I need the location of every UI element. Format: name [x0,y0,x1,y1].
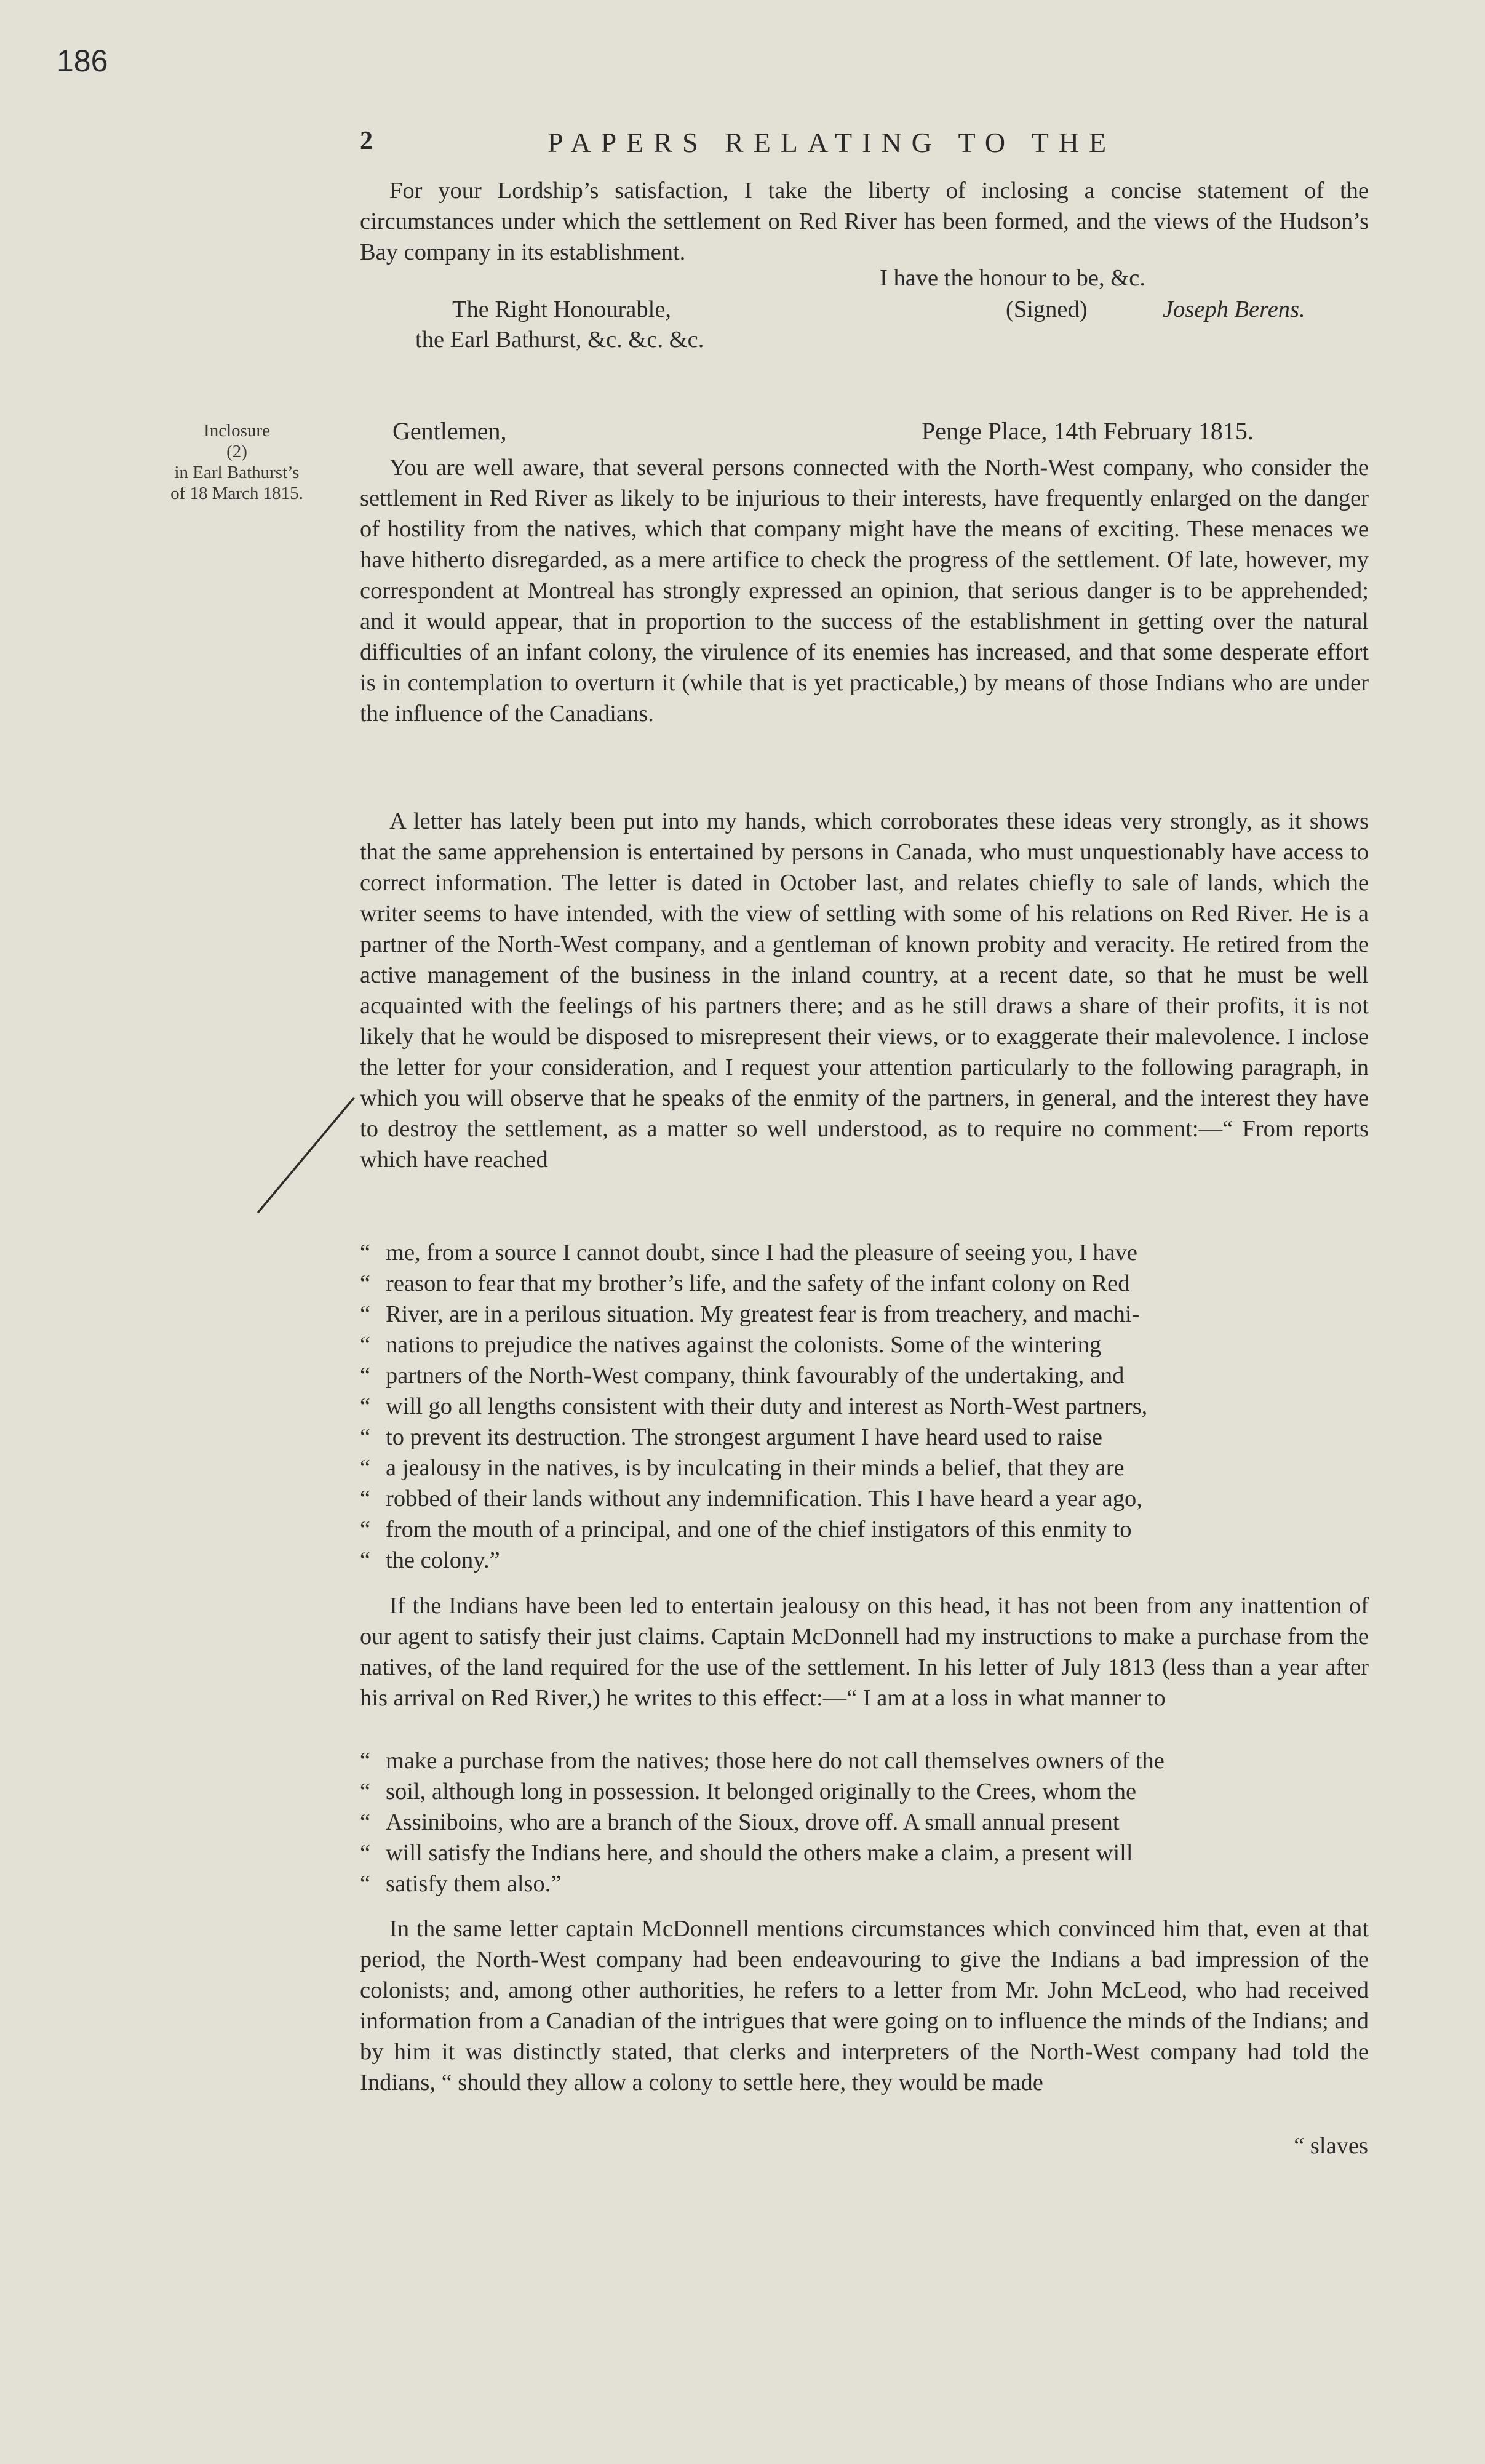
quote-text: from the mouth of a principal, and one of the chief instigators of this enmity to [386,1517,1132,1542]
quote-line [360,1237,1369,1268]
quote-mark: “ [360,1301,371,1327]
quote-text: River, are in a perilous situation. My greatest fear is from treachery, and machi- [386,1301,1140,1327]
quote-text: the colony.” [386,1547,500,1573]
margin-note [117,420,357,504]
signer-name: Joseph Berens. [1163,297,1305,322]
salutation: Gentlemen, [392,417,507,445]
quote-text: make a purchase from the natives; those here do not call themselves owners of the [386,1748,1165,1774]
quote-block-2 [360,1745,1369,1899]
quote-text: a jealousy in the natives, is by inculcating in their minds a belief, that they are [386,1455,1125,1481]
paragraph-3: If the Indians have been led to entertain jealousy on this head, it has not been from any inattention of our agent to satisfy their just claims. Captain McDonnell had my instructions to make a purchase from the natives, of the land required for the use of the settlement. In his letter of July 1813 (less than a year after his arrival on Red River,) he writes to this effect:—“ I am at a loss in what manner to [360,1593,1369,1711]
quote-text: to prevent its destruction. The strongest argument I have heard used to raise [386,1424,1103,1450]
folio: 2 [360,127,373,155]
quote-text: reason to fear that my brother’s life, and the safety of the infant colony on Red [386,1270,1130,1296]
quote-line [360,1776,1369,1807]
quote-line [360,1514,1369,1545]
quote-line [360,1745,1369,1776]
quote-mark: “ [360,1270,371,1296]
running-head: PAPERS RELATING TO THE [547,127,1117,158]
quote-mark: “ [360,1517,371,1542]
addressee-line-1: The Right Honourable, [452,297,672,322]
paragraph-2: A letter has lately been put into my hands, which corroborates these ideas very strongly, as it shows that the same apprehension is entertained by persons in Canada, who must unquestionably have access to correct information. The letter is dated in October last, and relates chiefly to sale of lands, which the writer seems to have intended, with the view of settling with some of his relations on Red River. He is a partner of the North-West company, and a gentleman of known probity and veracity. He retired from the active management of the business in the inland country, at a recent date, so that he must be well acquainted with the feelings of his partners there; and as he still draws a share of their profits, it is not likely that he would be disposed to misrepresent their views, or to exaggerate their malevolence. I inclose the letter for your consideration, and I request your attention particularly to the following paragraph, in which you will observe that he speaks of the enmity of the partners, in general, and the interest they have to destroy the settlement, as a matter so well understood, as to require no comment:—“ From reports which have reached [360,808,1369,1173]
quote-mark: “ [360,1871,371,1897]
quote-line [360,1545,1369,1576]
quote-mark: “ [360,1840,371,1866]
quote-mark: “ [360,1363,371,1389]
running-header [360,126,1338,163]
margin-note-line: of 18 March 1815. [170,484,303,503]
quote-text: will satisfy the Indians here, and should the others make a claim, a present will [386,1840,1133,1866]
quote-mark: “ [360,1748,371,1774]
quote-text: soil, although long in possession. It belonged originally to the Crees, whom the [386,1779,1137,1804]
quote-line [360,1360,1369,1391]
quote-mark: “ [360,1809,371,1835]
addressee-line-2: the Earl Bathurst, &c. &c. &c. [415,327,704,353]
letter-one-body: For your Lordship’s satisfaction, I take the liberty of inclosing a concise statement of the circumstances under which the settlement on Red River has been formed, and the views of the Hudson’s Bay company in its establishment. [360,178,1369,265]
quote-text: nations to prejudice the natives against the colonists. Some of the wintering [386,1332,1102,1358]
margin-pen-stroke [249,1095,360,1218]
quote-line [360,1299,1369,1330]
signed-label: (Signed) [1006,297,1088,322]
quote-text: will go all lengths consistent with their duty and interest as North-West partners, [386,1393,1148,1419]
quote-line [360,1391,1369,1422]
quote-text: satisfy them also.” [386,1871,562,1897]
quote-mark: “ [360,1547,371,1573]
place-date: Penge Place, 14th February 1815. [922,417,1254,445]
quote-block-1 [360,1237,1369,1576]
quote-text: Assiniboins, who are a branch of the Sioux, drove off. A small annual present [386,1809,1120,1835]
quote-line [360,1453,1369,1483]
quote-line [360,1807,1369,1838]
quote-mark: “ [360,1455,371,1481]
quote-text: robbed of their lands without any indemnification. This I have heard a year ago, [386,1486,1142,1512]
quote-mark: “ [360,1486,371,1512]
paragraph-1: You are well aware, that several persons connected with the North-West company, who consider the settlement in Red River as likely to be injurious to their interests, have frequently enlarged on the danger of hostility from the natives, which that company might have the means of exciting. These menaces we have hitherto disregarded, as a mere artifice to check the progress of the settlement. Of late, however, my correspondent at Montreal has strongly expressed an opinion, that serious danger is to be apprehended; and it would appear, that in proportion to the success of the establishment in getting over the natural difficulties of an infant colony, the virulence of its enemies has increased, and that some desperate effort is in contemplation to overturn it (while that is yet practicable,) by means of those Indians who are under the influence of the Canadians. [360,455,1369,727]
paragraph-4: In the same letter captain McDonnell mentions circumstances which convinced him that, even at that period, the North-West company had been endeavouring to give the Indians a bad impression of the colonists; and, among other authorities, he refers to a letter from Mr. John McLeod, who had received information from a Canadian of the intrigues that were going on to influence the minds of the Indians; and by him it was distinctly stated, that clerks and interpreters of the North-West company had told the Indians, “ should they allow a colony to settle here, they would be made [360,1916,1369,2095]
quote-line [360,1483,1369,1514]
margin-note-line: (2) [226,442,247,461]
catchword: “ slaves [1294,2133,1368,2159]
margin-note-line: Inclosure [204,421,270,441]
quote-text: me, from a source I cannot doubt, since I had the pleasure of seeing you, I have [386,1240,1137,1266]
closing: I have the honour to be, &c. [880,265,1145,291]
quote-mark: “ [360,1240,371,1266]
quote-line [360,1330,1369,1360]
quote-line [360,1268,1369,1299]
quote-line [360,1422,1369,1453]
quote-line [360,1838,1369,1868]
quote-mark: “ [360,1332,371,1358]
quote-mark: “ [360,1393,371,1419]
page-number: 186 [57,44,108,78]
quote-mark: “ [360,1424,371,1450]
quote-mark: “ [360,1779,371,1804]
quote-line [360,1868,1369,1899]
quote-text: partners of the North-West company, think favourably of the undertaking, and [386,1363,1125,1389]
margin-note-line: in Earl Bathurst’s [174,463,300,482]
